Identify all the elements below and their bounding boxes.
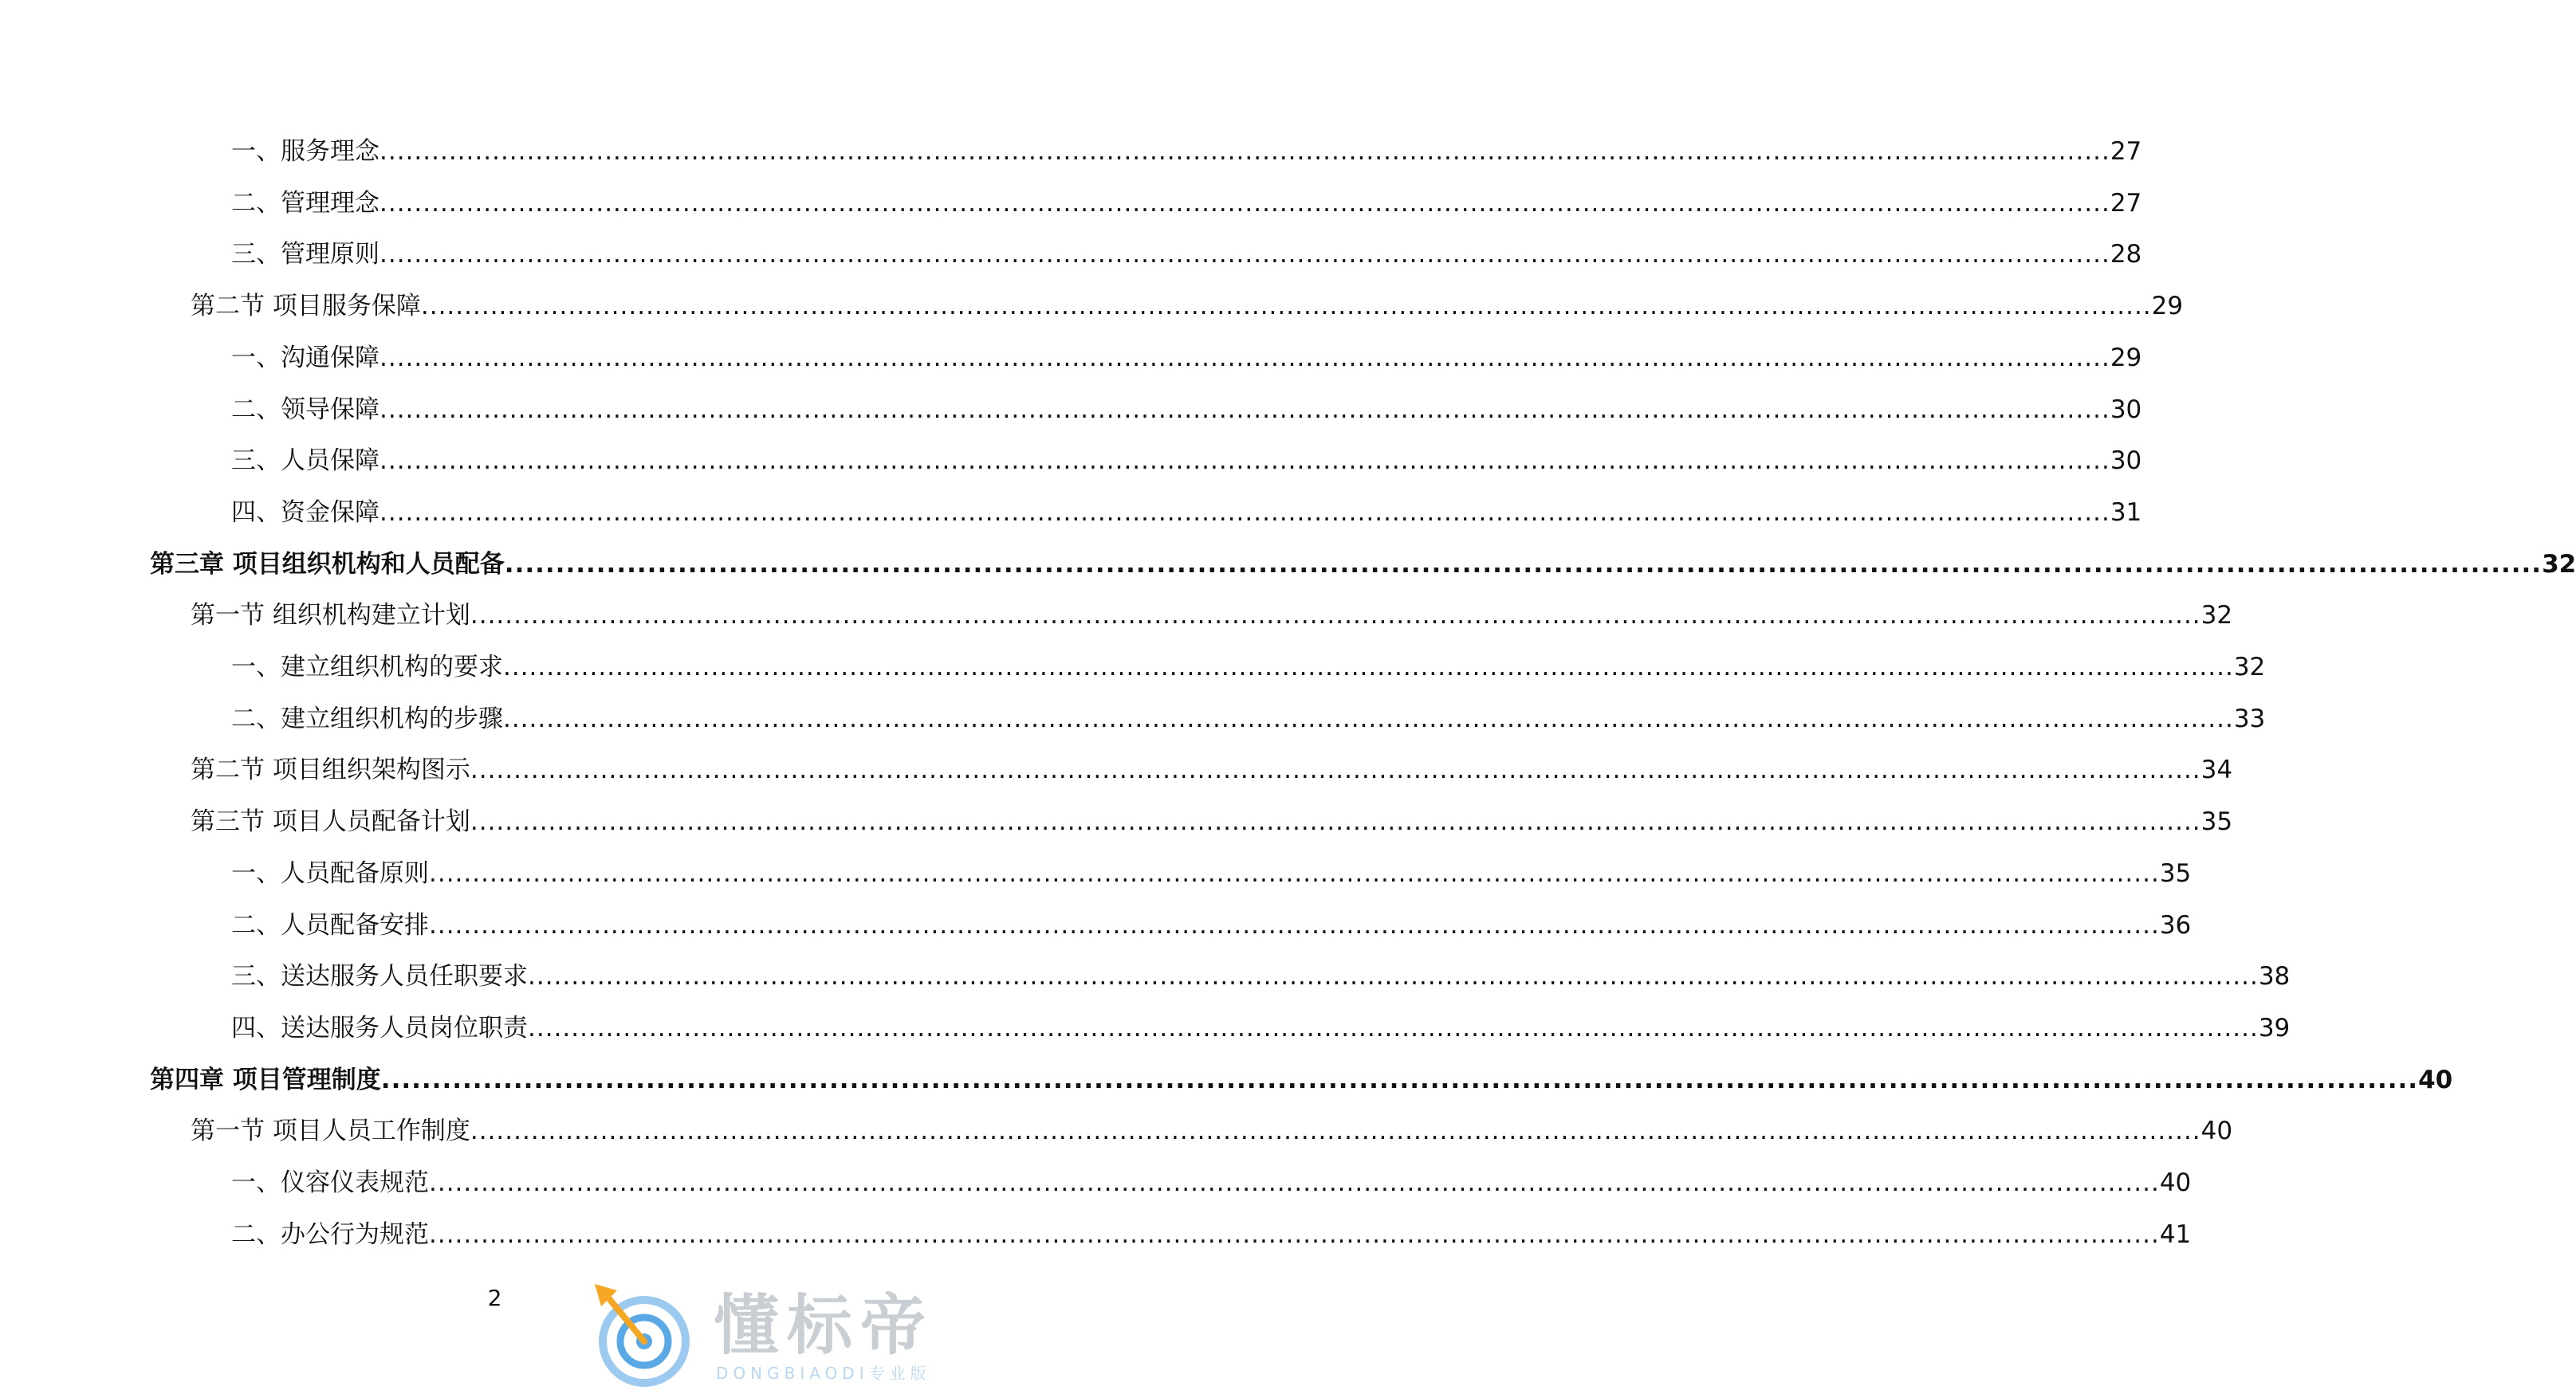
- toc-entry[interactable]: [231, 135, 2142, 167]
- toc-entry-page: 32: [2233, 653, 2266, 681]
- toc-entry[interactable]: [231, 651, 2266, 683]
- watermark-name: 懂标帝: [714, 1288, 934, 1364]
- toc-entry-label: 第三节 项目人员配备计划: [191, 807, 470, 836]
- toc-entry-page: 36: [2159, 911, 2192, 940]
- toc-entry[interactable]: [231, 858, 2192, 889]
- toc-entry[interactable]: [231, 445, 2142, 477]
- toc-entry[interactable]: [231, 1167, 2192, 1199]
- toc-entry[interactable]: [150, 548, 2576, 580]
- toc-leader-dots: ........................................................................................................................................................................................................: [429, 911, 2160, 940]
- toc-leader-dots: ........................................................................................................................................................................................................: [503, 653, 2234, 681]
- toc-entry-page: 32: [2542, 550, 2576, 579]
- toc-entry[interactable]: [150, 1064, 2453, 1096]
- toc-leader-dots: ........................................................................................................................................................................................................: [470, 807, 2201, 836]
- toc-entry-label: 四、资金保障: [231, 498, 380, 527]
- toc-leader-dots: ........................................................................................................................................................................................................: [504, 550, 2543, 579]
- toc-entry-page: 29: [2151, 292, 2184, 320]
- toc-entry[interactable]: [191, 290, 2184, 322]
- toc-entry[interactable]: [191, 754, 2233, 786]
- toc-entry-page: 40: [2159, 1168, 2192, 1197]
- toc-leader-dots: ........................................................................................................................................................................................................: [503, 705, 2234, 733]
- toc-entry-label: 三、人员保障: [231, 446, 380, 475]
- toc-entry-label: 四、送达服务人员岗位职责: [231, 1014, 528, 1043]
- toc-entry-page: 29: [2110, 344, 2142, 372]
- toc-entry[interactable]: [231, 342, 2142, 374]
- toc-entry-page: 38: [2258, 962, 2291, 991]
- toc-entry-label: 一、建立组织机构的要求: [231, 653, 503, 681]
- toc-entry-label: 第三章 项目组织机构和人员配备: [150, 550, 505, 579]
- toc-entry-page: 33: [2233, 705, 2266, 733]
- toc-entry-page: 31: [2110, 498, 2142, 527]
- toc-entry[interactable]: [231, 960, 2291, 992]
- toc-entry-label: 二、领导保障: [231, 395, 380, 424]
- target-arrow-icon: [590, 1279, 698, 1391]
- toc-leader-dots: ........................................................................................................................................................................................................: [429, 1220, 2160, 1249]
- toc-entry[interactable]: [231, 1012, 2291, 1044]
- toc-leader-dots: ........................................................................................................................................................................................................: [429, 1168, 2160, 1197]
- toc-entry-label: 三、送达服务人员任职要求: [231, 962, 528, 991]
- toc-entry[interactable]: [231, 187, 2142, 219]
- toc-entry-label: 第一节 组织机构建立计划: [191, 601, 470, 630]
- toc-leader-dots: ........................................................................................................................................................................................................: [528, 962, 2259, 991]
- toc-leader-dots: ........................................................................................................................................................................................................: [380, 395, 2110, 424]
- toc-leader-dots: ........................................................................................................................................................................................................: [470, 756, 2201, 784]
- toc-entry-page: 35: [2159, 859, 2192, 888]
- toc-leader-dots: ........................................................................................................................................................................................................: [380, 344, 2110, 372]
- toc-entry-label: 一、仪容仪表规范: [231, 1168, 429, 1197]
- toc-entry-label: 二、建立组织机构的步骤: [231, 705, 503, 733]
- toc-entry-page: 40: [2200, 1117, 2233, 1145]
- toc-entry[interactable]: [191, 599, 2233, 631]
- toc-entry[interactable]: [231, 909, 2192, 941]
- toc-leader-dots: ........................................................................................................................................................................................................: [380, 498, 2110, 527]
- toc-entry-page: 40: [2418, 1066, 2453, 1094]
- toc-leader-dots: ........................................................................................................................................................................................................: [380, 240, 2110, 269]
- toc-entry-page: 32: [2200, 601, 2233, 630]
- toc-entry[interactable]: [231, 1219, 2192, 1251]
- toc-leader-dots: ........................................................................................................................................................................................................: [429, 859, 2160, 888]
- toc-entry-label: 一、沟通保障: [231, 344, 380, 372]
- toc-entry[interactable]: [231, 394, 2142, 426]
- toc-leader-dots: ........................................................................................................................................................................................................: [380, 137, 2110, 166]
- toc-entry-page: 34: [2200, 756, 2233, 784]
- toc-entry-label: 二、管理理念: [231, 189, 380, 218]
- toc-entry-label: 三、管理原则: [231, 240, 380, 269]
- toc-entry-page: 41: [2159, 1220, 2192, 1249]
- toc-leader-dots: ........................................................................................................................................................................................................: [528, 1014, 2259, 1043]
- toc-entry[interactable]: [231, 497, 2142, 528]
- toc-entry-label: 第二节 项目组织架构图示: [191, 756, 470, 784]
- toc-entry[interactable]: [191, 806, 2233, 838]
- toc-entry-label: 一、服务理念: [231, 137, 380, 166]
- watermark: [590, 1279, 973, 1391]
- toc-leader-dots: ........................................................................................................................................................................................................: [420, 292, 2152, 320]
- watermark-subtitle: DONGBIAODI专业版: [716, 1364, 931, 1383]
- toc-entry-page: 27: [2110, 189, 2142, 218]
- toc-entry-label: 第四章 项目管理制度: [150, 1066, 381, 1094]
- toc-entry-label: 二、人员配备安排: [231, 911, 429, 940]
- toc-entry[interactable]: [231, 238, 2142, 270]
- toc-entry[interactable]: [231, 703, 2266, 735]
- toc-entry-page: 27: [2110, 137, 2142, 166]
- toc-entry-label: 第一节 项目人员工作制度: [191, 1117, 470, 1145]
- toc-leader-dots: ........................................................................................................................................................................................................: [470, 601, 2201, 630]
- page-number: 2: [487, 1285, 502, 1311]
- toc-leader-dots: ........................................................................................................................................................................................................: [380, 446, 2110, 475]
- toc-leader-dots: ........................................................................................................................................................................................................: [380, 1066, 2419, 1094]
- toc-leader-dots: ........................................................................................................................................................................................................: [380, 189, 2110, 218]
- toc-entry-page: 30: [2110, 395, 2142, 424]
- toc-entry-page: 35: [2200, 807, 2233, 836]
- toc-entry-label: 一、人员配备原则: [231, 859, 429, 888]
- toc-entry[interactable]: [191, 1115, 2233, 1147]
- toc-entry-page: 30: [2110, 446, 2142, 475]
- toc-entry-page: 39: [2258, 1014, 2291, 1043]
- toc-entry-page: 28: [2110, 240, 2142, 269]
- toc-entry-label: 第二节 项目服务保障: [191, 292, 421, 320]
- toc-entry-label: 二、办公行为规范: [231, 1220, 429, 1249]
- toc-leader-dots: ........................................................................................................................................................................................................: [470, 1117, 2201, 1145]
